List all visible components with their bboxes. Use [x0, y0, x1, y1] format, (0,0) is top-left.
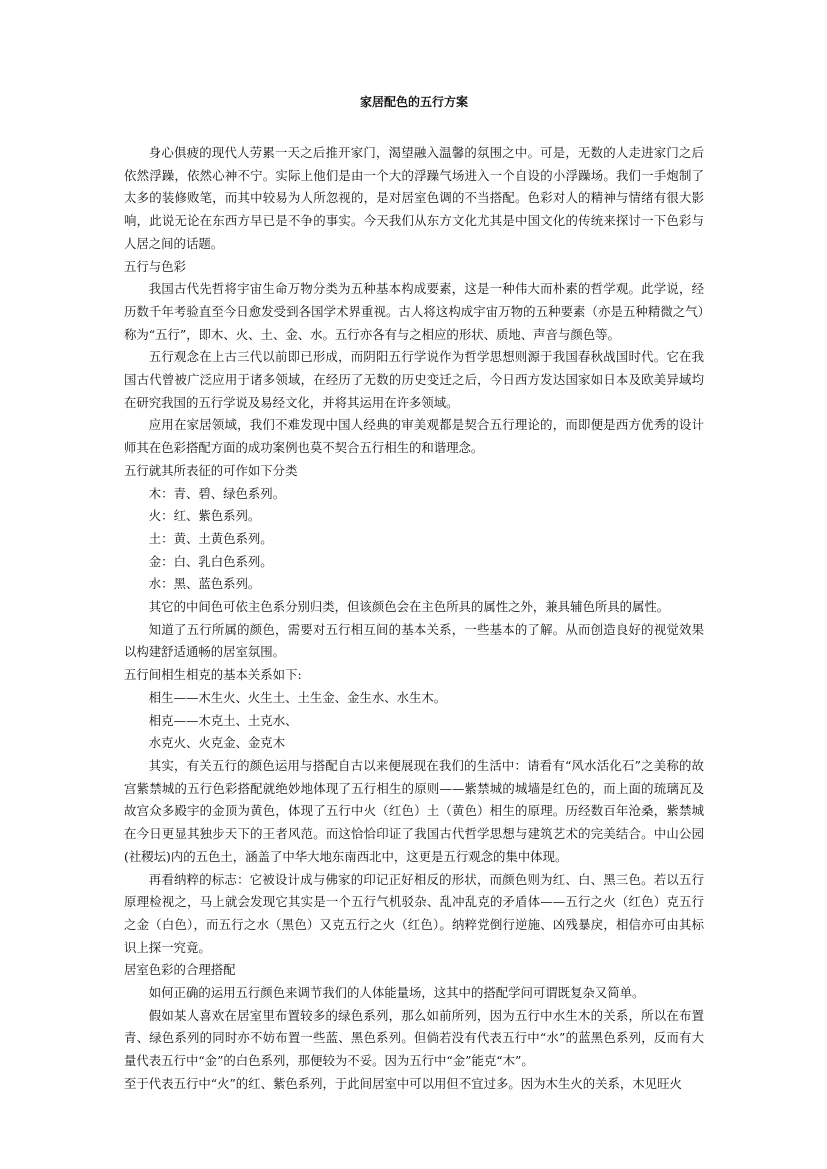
- list-item: 相克——木克土、土克水、: [148, 712, 298, 728]
- paragraph: 如何正确的运用五行颜色来调节我们的人体能量场，这其中的搭配学问可谓既复杂又简单。: [148, 985, 645, 1001]
- list-item: 木：青、碧、绿色系列。: [148, 485, 286, 501]
- paragraph: 知道了五行所属的颜色，需要对五行相互间的基本关系，一些基本的了解。从而创造良好的视觉效果以构建舒适通畅的居室氛围。: [124, 621, 704, 660]
- list-item: 土：黄、土黄色系列。: [148, 530, 273, 546]
- section-heading: 五行间相生相克的基本关系如下:: [124, 667, 302, 683]
- list-item: 金：白、乳白色系列。: [148, 553, 273, 569]
- paragraph: 身心俱疲的现代人劳累一天之后推开家门，渴望融入温馨的氛围之中。可是，无数的人走进家门之后依然浮躁，依然心神不宁。实际上他们是由一个大的浮躁气场进入一个自设的小浮躁场。我们一手炮制了太多的装修败笔，而其中较易为人所忽视的，是对居室色调的不当搭配。色彩对人的精神与情绪有很大影响，此说无论在东西方早已是不争的事实。今天我们从东方文化尤其是中国文化的传统来探讨一下色彩与人居之间的话题。: [124, 145, 704, 251]
- document-page: [124, 92, 704, 1096]
- list-item: 火：红、紫色系列。: [148, 508, 261, 524]
- list-item: 相生——木生火、火生土、土生金、金生水、水生木。: [148, 689, 447, 705]
- paragraph: 其实，有关五行的颜色运用与搭配自古以来便展现在我们的生活中：请看有“风水活化石”之美称的故宫紫禁城的五行色彩搭配就绝妙地体现了五行相生的原则——紫禁城的城墙是红色的，而上面的琉璃瓦及故宫众多殿宇的金顶为黄色，体现了五行中火（红色）土（黄色）相生的原理。历经数百年沧桑，紫禁城在今日更显其独步天下的王者风范。而这恰恰印证了我国古代哲学思想与建筑艺术的完美结合。中山公园(社稷坛)内的五色土，涵盖了中华大地东南西北中，这更是五行观念的集中体现。: [124, 757, 704, 864]
- list-item: 水：黑、蓝色系列。: [148, 576, 261, 592]
- paragraph: 应用在家居领域，我们不难发现中国人经典的审美观都是契合五行理论的，而即便是西方优秀的设计师其在色彩搭配方面的成功案例也莫不契合五行相生的和谐理念。: [124, 417, 704, 456]
- paragraph: 再看纳粹的标志：它被设计成与佛家的印记正好相反的形状，而颜色则为红、白、黑三色。若以五行原理检视之，马上就会发现它其实是一个五行气机驳杂、乱冲乱克的矛盾体——五行之火（红色）克五行之金（白色），而五行之水（黑色）又克五行之火（红色）。纳粹党倒行逆施、凶残暴戾，相信亦可由其标识上探一究竟。: [124, 871, 704, 955]
- paragraph: 假如某人喜欢在居室里布置较多的绿色系列，那么如前所列，因为五行中水生木的关系，所以在布置青、绿色系列的同时亦不妨布置一些蓝、黑色系列。但倘若没有代表五行中“水”的蓝黑色系列，反而有大量代表五行中“金”的白色系列，那便较为不妥。因为五行中“金”能克“木”。: [124, 1007, 704, 1069]
- section-heading: 至于代表五行中“火”的红、紫色系列，于此间居室中可以用但不宜过多。因为木生火的关系，木见旺火: [124, 1075, 682, 1091]
- document-body: [124, 142, 704, 1096]
- document-title: 家居配色的五行方案: [359, 95, 468, 109]
- paragraph: 我国古代先哲将宇宙生命万物分类为五种基本构成要素，这是一种伟大而朴素的哲学观。此学说，经历数千年考验直至今日愈发受到各国学术界重视。古人将这构成宇宙万物的五种要素（亦是五种精微之气）称为“五行”，即木、火、土、金、水。五行亦各有与之相应的形状、质地、声音与颜色等。: [124, 281, 704, 342]
- list-item: 水克火、火克金、金克木: [148, 735, 286, 751]
- paragraph: 其它的中间色可依主色系分别归类，但该颜色会在主色所具的属性之外，兼具辅色所具的属性。: [148, 599, 670, 615]
- paragraph: 五行观念在上古三代以前即已形成，而阴阳五行学说作为哲学思想则源于我国春秋战国时代。它在我国古代曾被广泛应用于诸多领域，在经历了无数的历史变迁之后，今日西方发达国家如日本及欧美异域均在研究我国的五行学说及易经文化，并将其运用在许多领域。: [124, 349, 704, 410]
- section-heading: 五行与色彩: [124, 258, 186, 274]
- section-heading: 居室色彩的合理搭配: [124, 962, 236, 978]
- section-heading: 五行就其所表征的可作如下分类: [124, 462, 298, 478]
